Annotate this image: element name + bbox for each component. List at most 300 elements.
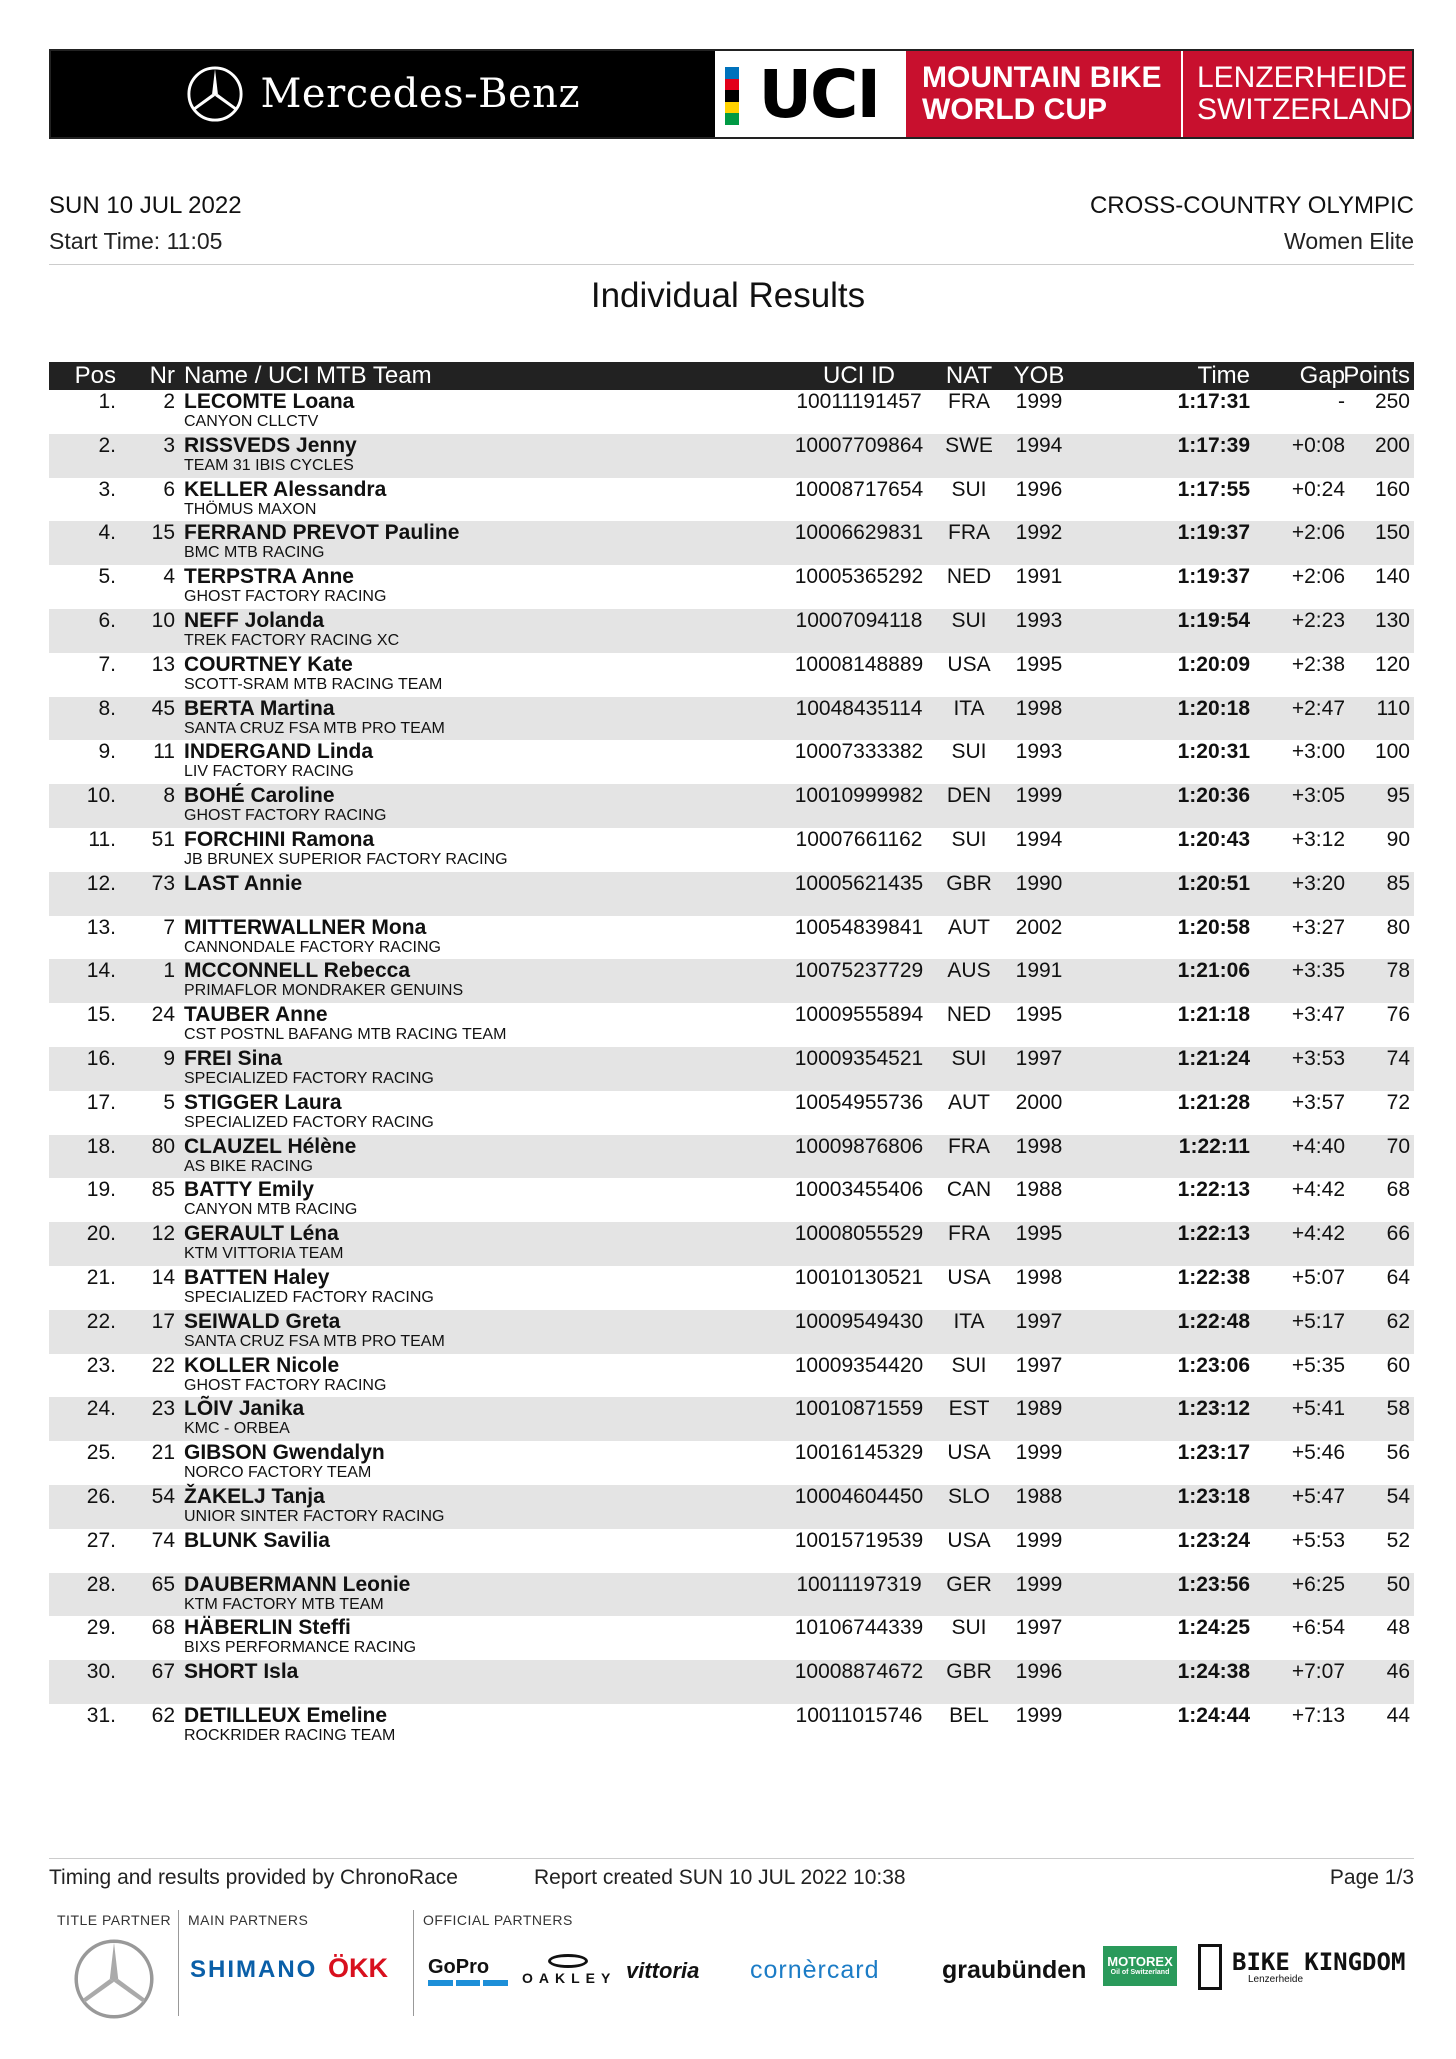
- points-cell: 85: [1386, 871, 1410, 895]
- team-name: SPECIALIZED FACTORY RACING: [184, 1288, 434, 1306]
- nat-cell: ITA: [953, 1309, 985, 1333]
- time-cell: 1:20:18: [1177, 696, 1250, 720]
- gap-cell: +4:42: [1291, 1178, 1345, 1202]
- time-cell: 1:24:44: [1177, 1703, 1250, 1727]
- pos-cell: 28.: [86, 1572, 116, 1596]
- time-cell: 1:22:13: [1177, 1222, 1250, 1246]
- nr-cell: 11: [153, 740, 175, 764]
- motorex-logo: [1103, 1946, 1177, 1986]
- yob-cell: 1999: [1015, 1441, 1063, 1465]
- uci-id-cell: 10008055529: [794, 1222, 924, 1246]
- team-name: SCOTT-SRAM MTB RACING TEAM: [184, 675, 443, 693]
- table-row: [49, 740, 1414, 784]
- main-partners-label: MAIN PARTNERS: [188, 1912, 309, 1928]
- pos-cell: 31.: [86, 1703, 116, 1727]
- team-name: BMC MTB RACING: [184, 544, 325, 562]
- table-row: [49, 1485, 1414, 1529]
- rider-name: LAST Annie: [184, 871, 303, 895]
- col-time: Time: [1197, 362, 1250, 389]
- pos-cell: 4.: [98, 521, 116, 545]
- uci-id-cell: 10005365292: [794, 565, 924, 589]
- col-gap: Gap: [1299, 362, 1345, 389]
- points-cell: 52: [1386, 1528, 1410, 1552]
- team-name: TEAM 31 IBIS CYCLES: [184, 456, 354, 474]
- col-nr: Nr: [149, 362, 175, 389]
- col-uci-id: UCI ID: [823, 362, 895, 389]
- pos-cell: 23.: [86, 1353, 116, 1377]
- table-row: [49, 1047, 1414, 1091]
- team-name: JB BRUNEX SUPERIOR FACTORY RACING: [184, 850, 508, 868]
- table-row: [49, 697, 1414, 741]
- gap-cell: +2:06: [1291, 521, 1345, 545]
- rider-name: DETILLEUX Emeline: [184, 1703, 388, 1727]
- points-cell: 120: [1374, 652, 1410, 676]
- points-cell: 48: [1386, 1616, 1410, 1640]
- pos-cell: 5.: [98, 565, 116, 589]
- yob-cell: 1994: [1015, 433, 1063, 457]
- nat-cell: FRA: [948, 1134, 990, 1158]
- points-cell: 150: [1374, 521, 1410, 545]
- points-cell: 50: [1386, 1572, 1410, 1596]
- pos-cell: 7.: [98, 652, 116, 676]
- rider-name: MITTERWALLNER Mona: [184, 915, 427, 939]
- uci-id-cell: 10009555894: [794, 1003, 924, 1027]
- bike-kingdom-icon: [1198, 1944, 1222, 1990]
- table-row: [49, 1441, 1414, 1485]
- series-line-2: WORLD CUP: [922, 93, 1108, 126]
- uci-id-cell: 10007709864: [794, 433, 924, 457]
- time-cell: 1:24:25: [1177, 1616, 1250, 1640]
- rider-name: FERRAND PREVOT Pauline: [184, 521, 460, 545]
- bike-kingdom-tagline: Lenzerheide: [1248, 1974, 1304, 1985]
- gap-cell: -: [1338, 390, 1345, 413]
- rider-name: LÕIV Janika: [184, 1397, 305, 1421]
- table-row: [49, 1616, 1414, 1660]
- nat-cell: GBR: [946, 1660, 992, 1684]
- nat-cell: FRA: [948, 521, 990, 545]
- nr-cell: 62: [151, 1703, 175, 1727]
- time-cell: 1:19:37: [1177, 565, 1250, 589]
- nr-cell: 51: [151, 827, 175, 851]
- rider-name: BATTEN Haley: [184, 1265, 330, 1289]
- yob-cell: 1999: [1015, 784, 1063, 808]
- nat-cell: NED: [946, 565, 992, 589]
- nat-cell: ITA: [953, 696, 985, 720]
- table-row: [49, 1354, 1414, 1398]
- time-cell: 1:19:37: [1177, 521, 1250, 545]
- nr-cell: 7: [163, 915, 175, 939]
- nat-cell: SUI: [951, 477, 987, 501]
- nat-cell: SUI: [951, 1353, 987, 1377]
- rider-name: NEFF Jolanda: [184, 608, 325, 632]
- points-cell: 54: [1386, 1484, 1410, 1508]
- time-cell: 1:22:38: [1177, 1265, 1250, 1289]
- uci-id-cell: 10106744339: [794, 1616, 924, 1640]
- gap-cell: +7:13: [1291, 1703, 1345, 1727]
- team-name: CST POSTNL BAFANG MTB RACING TEAM: [184, 1026, 507, 1044]
- pos-cell: 6.: [98, 608, 116, 632]
- pos-cell: 24.: [86, 1397, 116, 1421]
- yob-cell: 1997: [1015, 1353, 1063, 1377]
- uci-id-cell: 10005621435: [794, 871, 924, 895]
- table-row: [49, 828, 1414, 872]
- pos-cell: 21.: [86, 1265, 116, 1289]
- table-row: [49, 959, 1414, 1003]
- yob-cell: 1992: [1015, 521, 1063, 545]
- results-table-body: [49, 390, 1414, 1748]
- rider-name: BERTA Martina: [184, 696, 335, 720]
- partner-divider: [413, 1910, 414, 2016]
- nr-cell: 22: [151, 1353, 175, 1377]
- time-cell: 1:19:54: [1177, 608, 1250, 632]
- gap-cell: +5:17: [1291, 1309, 1345, 1333]
- time-cell: 1:20:43: [1177, 827, 1250, 851]
- nr-cell: 1: [163, 959, 175, 983]
- event-banner: [49, 49, 1414, 139]
- points-cell: 100: [1374, 740, 1410, 764]
- nat-cell: GBR: [946, 871, 992, 895]
- nat-cell: FRA: [948, 390, 990, 413]
- uci-id-cell: 10016145329: [794, 1441, 924, 1465]
- footer-divider: [49, 1858, 1414, 1859]
- nr-cell: 80: [151, 1134, 175, 1158]
- nat-cell: DEN: [946, 784, 992, 808]
- bike-kingdom-logo: BIKE KINGDOM: [1232, 1948, 1406, 1976]
- rider-name: GIBSON Gwendalyn: [184, 1441, 385, 1465]
- title-partner-label: TITLE PARTNER: [57, 1912, 172, 1928]
- nat-cell: SUI: [951, 608, 987, 632]
- yob-cell: 2000: [1015, 1090, 1063, 1114]
- gopro-stripes-icon: [428, 1980, 508, 1986]
- gap-cell: +3:27: [1291, 915, 1345, 939]
- series-name: [906, 51, 1183, 137]
- nr-cell: 17: [151, 1309, 175, 1333]
- uci-id-cell: 10010130521: [794, 1265, 924, 1289]
- table-row: [49, 1222, 1414, 1266]
- points-cell: 250: [1374, 390, 1410, 413]
- nat-cell: SWE: [945, 433, 993, 457]
- table-row: [49, 609, 1414, 653]
- uci-id-cell: 10010999982: [794, 784, 924, 808]
- rider-name: MCCONNELL Rebecca: [184, 959, 410, 983]
- nr-cell: 12: [151, 1222, 175, 1246]
- rider-name: COURTNEY Kate: [184, 652, 353, 676]
- gap-cell: +5:46: [1291, 1441, 1345, 1465]
- nr-cell: 13: [151, 652, 175, 676]
- yob-cell: 1998: [1015, 696, 1063, 720]
- motorex-tagline: Oil of Switzerland: [1110, 1969, 1170, 1976]
- team-name: KMC - ORBEA: [184, 1420, 290, 1438]
- yob-cell: 1988: [1015, 1484, 1063, 1508]
- uci-id-cell: 10054955736: [794, 1090, 924, 1114]
- yob-cell: 1998: [1015, 1265, 1063, 1289]
- rider-name: BOHÉ Caroline: [184, 784, 335, 808]
- points-cell: 64: [1386, 1265, 1410, 1289]
- table-row: [49, 565, 1414, 609]
- oakley-logo: OAKLEY: [522, 1970, 617, 1986]
- nat-cell: SUI: [951, 827, 987, 851]
- pos-cell: 26.: [86, 1484, 116, 1508]
- nr-cell: 65: [151, 1572, 175, 1596]
- nr-cell: 68: [151, 1616, 175, 1640]
- sponsor-name: Mercedes-Benz: [260, 71, 581, 117]
- mercedes-benz-logo: [51, 51, 715, 137]
- table-row: [49, 1091, 1414, 1135]
- gap-cell: +4:40: [1291, 1134, 1345, 1158]
- nr-cell: 8: [163, 784, 175, 808]
- points-cell: 60: [1386, 1353, 1410, 1377]
- pos-cell: 18.: [86, 1134, 116, 1158]
- vittoria-logo: vittoria: [626, 1958, 700, 1983]
- graubunden-logo: graubünden: [942, 1956, 1087, 1984]
- table-row: [49, 1397, 1414, 1441]
- pos-cell: 15.: [86, 1003, 116, 1027]
- yob-cell: 1995: [1015, 652, 1063, 676]
- pos-cell: 12.: [86, 871, 116, 895]
- table-row: [49, 521, 1414, 565]
- nat-cell: SUI: [951, 1616, 987, 1640]
- uci-id-cell: 10008148889: [794, 652, 924, 676]
- uci-id-cell: 10011015746: [795, 1703, 923, 1727]
- rider-name: HÄBERLIN Steffi: [184, 1616, 351, 1640]
- uci-rainbow-icon: [725, 67, 739, 125]
- time-cell: 1:20:51: [1177, 871, 1250, 895]
- nr-cell: 5: [163, 1090, 175, 1114]
- col-yob: YOB: [1013, 362, 1065, 389]
- rider-name: GERAULT Léna: [184, 1222, 339, 1246]
- col-name: Name / UCI MTB Team: [184, 362, 432, 389]
- uci-id-cell: 10048435114: [795, 696, 923, 720]
- nr-cell: 6: [163, 477, 175, 501]
- nr-cell: 45: [151, 696, 175, 720]
- team-name: SPECIALIZED FACTORY RACING: [184, 1113, 434, 1131]
- rider-name: FORCHINI Ramona: [184, 827, 375, 851]
- nat-cell: AUT: [948, 1090, 990, 1114]
- team-name: PRIMAFLOR MONDRAKER GENUINS: [184, 982, 464, 1000]
- time-cell: 1:20:31: [1177, 740, 1250, 764]
- table-row: [49, 1266, 1414, 1310]
- yob-cell: 1991: [1015, 565, 1063, 589]
- timing-credit: Timing and results provided by ChronoRace: [49, 1866, 458, 1889]
- category: Women Elite: [1284, 228, 1414, 254]
- points-cell: 74: [1386, 1046, 1410, 1070]
- cornercard-logo: cornèrcard: [750, 1956, 880, 1984]
- team-name: GHOST FACTORY RACING: [184, 807, 387, 825]
- time-cell: 1:17:31: [1177, 390, 1250, 413]
- uci-id-cell: 10007333382: [794, 740, 924, 764]
- nat-cell: SUI: [951, 740, 987, 764]
- gap-cell: +3:35: [1291, 959, 1345, 983]
- pos-cell: 3.: [98, 477, 116, 501]
- pos-cell: 11.: [88, 827, 116, 851]
- okk-logo: ÖKK: [328, 1953, 388, 1983]
- yob-cell: 1993: [1015, 608, 1063, 632]
- nr-cell: 2: [163, 390, 175, 413]
- uci-id-cell: 10009876806: [794, 1134, 924, 1158]
- uci-id-cell: 10015719539: [794, 1528, 924, 1552]
- yob-cell: 1988: [1015, 1178, 1063, 1202]
- rider-name: ŽAKELJ Tanja: [184, 1484, 325, 1508]
- pos-cell: 20.: [86, 1222, 116, 1246]
- pos-cell: 2.: [98, 433, 116, 457]
- nat-cell: NED: [946, 1003, 992, 1027]
- pos-cell: 1.: [98, 390, 116, 413]
- yob-cell: 1995: [1015, 1222, 1063, 1246]
- yob-cell: 1998: [1015, 1134, 1063, 1158]
- nat-cell: AUS: [947, 959, 991, 983]
- gap-cell: +3:57: [1291, 1090, 1345, 1114]
- time-cell: 1:20:58: [1177, 915, 1250, 939]
- table-row: [49, 1003, 1414, 1047]
- gap-cell: +2:47: [1291, 696, 1345, 720]
- pos-cell: 19.: [86, 1178, 116, 1202]
- yob-cell: 1993: [1015, 740, 1063, 764]
- nr-cell: 24: [151, 1003, 175, 1027]
- rider-name: BATTY Emily: [184, 1178, 314, 1202]
- points-cell: 90: [1386, 827, 1410, 851]
- yob-cell: 1990: [1015, 871, 1063, 895]
- time-cell: 1:23:12: [1177, 1397, 1250, 1421]
- nr-cell: 10: [151, 608, 175, 632]
- gap-cell: +3:00: [1291, 740, 1345, 764]
- table-row: [49, 653, 1414, 697]
- gap-cell: +5:35: [1291, 1353, 1345, 1377]
- rider-name: CLAUZEL Hélène: [184, 1134, 357, 1158]
- uci-id-cell: 10004604450: [794, 1484, 924, 1508]
- rider-name: RISSVEDS Jenny: [184, 433, 357, 457]
- uci-text: UCI: [758, 55, 880, 133]
- yob-cell: 1997: [1015, 1309, 1063, 1333]
- nr-cell: 54: [151, 1484, 175, 1508]
- time-cell: 1:17:39: [1177, 433, 1250, 457]
- uci-logo: [715, 51, 906, 137]
- team-name: GHOST FACTORY RACING: [184, 1376, 387, 1394]
- rider-name: KOLLER Nicole: [184, 1353, 340, 1377]
- gap-cell: +3:20: [1291, 871, 1345, 895]
- uci-id-cell: 10007094118: [795, 608, 923, 632]
- team-name: SPECIALIZED FACTORY RACING: [184, 1069, 434, 1087]
- points-cell: 58: [1386, 1397, 1410, 1421]
- nat-cell: USA: [947, 1441, 991, 1465]
- time-cell: 1:21:18: [1177, 1003, 1250, 1027]
- time-cell: 1:22:11: [1178, 1134, 1250, 1158]
- points-cell: 78: [1386, 959, 1410, 983]
- time-cell: 1:21:28: [1177, 1090, 1250, 1114]
- official-partners-label: OFFICIAL PARTNERS: [423, 1912, 573, 1928]
- points-cell: 80: [1386, 915, 1410, 939]
- rider-name: KELLER Alessandra: [184, 477, 387, 501]
- yob-cell: 1991: [1015, 959, 1063, 983]
- pos-cell: 9.: [98, 740, 116, 764]
- time-cell: 1:22:48: [1177, 1309, 1250, 1333]
- pos-cell: 13.: [86, 915, 116, 939]
- uci-id-cell: 10054839841: [794, 915, 924, 939]
- oakley-ellipse-icon: [548, 1954, 588, 1968]
- col-nat: NAT: [945, 362, 993, 389]
- yob-cell: 1997: [1015, 1046, 1063, 1070]
- team-name: SANTA CRUZ FSA MTB PRO TEAM: [184, 719, 445, 737]
- discipline: CROSS-COUNTRY OLYMPIC: [1089, 192, 1414, 219]
- points-cell: 44: [1386, 1703, 1410, 1727]
- uci-id-cell: 10009354521: [794, 1046, 924, 1070]
- team-name: CANNONDALE FACTORY RACING: [184, 938, 441, 956]
- venue-line-1: LENZERHEIDE: [1196, 61, 1408, 94]
- gap-cell: +7:07: [1291, 1660, 1345, 1684]
- time-cell: 1:24:38: [1177, 1660, 1250, 1684]
- gap-cell: +2:06: [1291, 565, 1345, 589]
- partner-divider: [178, 1910, 179, 2016]
- uci-id-cell: 10008874672: [794, 1660, 924, 1684]
- uci-id-cell: 10009354420: [794, 1353, 924, 1377]
- mercedes-star-icon: [72, 1937, 156, 2021]
- uci-id-cell: 10010871559: [794, 1397, 924, 1421]
- points-cell: 46: [1386, 1660, 1410, 1684]
- team-name: CANYON CLLCTV: [184, 413, 319, 430]
- table-row: [49, 872, 1414, 916]
- points-cell: 200: [1374, 433, 1410, 457]
- table-row: [49, 1310, 1414, 1354]
- table-row: [49, 1573, 1414, 1617]
- rider-name: FREI Sina: [184, 1046, 283, 1070]
- team-name: UNIOR SINTER FACTORY RACING: [184, 1507, 445, 1525]
- pos-cell: 25.: [86, 1441, 116, 1465]
- nr-cell: 73: [151, 871, 175, 895]
- yob-cell: 1995: [1015, 1003, 1063, 1027]
- pos-cell: 16.: [86, 1046, 116, 1070]
- mercedes-star-icon: [186, 65, 244, 123]
- gap-cell: +5:07: [1291, 1265, 1345, 1289]
- team-name: CANYON MTB RACING: [184, 1201, 358, 1219]
- nat-cell: EST: [948, 1397, 990, 1421]
- divider: [49, 264, 1414, 265]
- table-row: [49, 1178, 1414, 1222]
- yob-cell: 1996: [1015, 1660, 1063, 1684]
- gap-cell: +0:08: [1291, 433, 1345, 457]
- uci-id-cell: 10075237729: [794, 959, 924, 983]
- gap-cell: +3:53: [1291, 1046, 1345, 1070]
- nr-cell: 85: [151, 1178, 175, 1202]
- page-title: Individual Results: [590, 276, 866, 315]
- rider-name: LECOMTE Loana: [184, 390, 355, 413]
- gap-cell: +5:47: [1291, 1484, 1345, 1508]
- gap-cell: +5:41: [1291, 1397, 1345, 1421]
- yob-cell: 1999: [1015, 390, 1063, 413]
- time-cell: 1:21:06: [1177, 959, 1250, 983]
- series-line-1: MOUNTAIN BIKE: [922, 61, 1162, 94]
- gap-cell: +6:25: [1291, 1572, 1345, 1596]
- table-row: [49, 434, 1414, 478]
- nat-cell: USA: [947, 1528, 991, 1552]
- team-name: BIXS PERFORMANCE RACING: [184, 1639, 417, 1657]
- team-name: SANTA CRUZ FSA MTB PRO TEAM: [184, 1332, 445, 1350]
- points-cell: 68: [1386, 1178, 1410, 1202]
- yob-cell: 1997: [1015, 1616, 1063, 1640]
- yob-cell: 1999: [1015, 1528, 1063, 1552]
- points-cell: 56: [1386, 1441, 1410, 1465]
- report-created: Report created SUN 10 JUL 2022 10:38: [534, 1866, 906, 1889]
- nr-cell: 21: [151, 1441, 175, 1465]
- nat-cell: USA: [947, 1265, 991, 1289]
- gap-cell: +5:53: [1291, 1528, 1345, 1552]
- nat-cell: FRA: [948, 1222, 990, 1246]
- pos-cell: 29.: [86, 1616, 116, 1640]
- rider-name: BLUNK Savilia: [184, 1528, 330, 1552]
- nr-cell: 15: [151, 521, 175, 545]
- points-cell: 62: [1386, 1309, 1410, 1333]
- nr-cell: 3: [163, 433, 175, 457]
- time-cell: 1:23:18: [1177, 1484, 1250, 1508]
- yob-cell: 1999: [1015, 1703, 1063, 1727]
